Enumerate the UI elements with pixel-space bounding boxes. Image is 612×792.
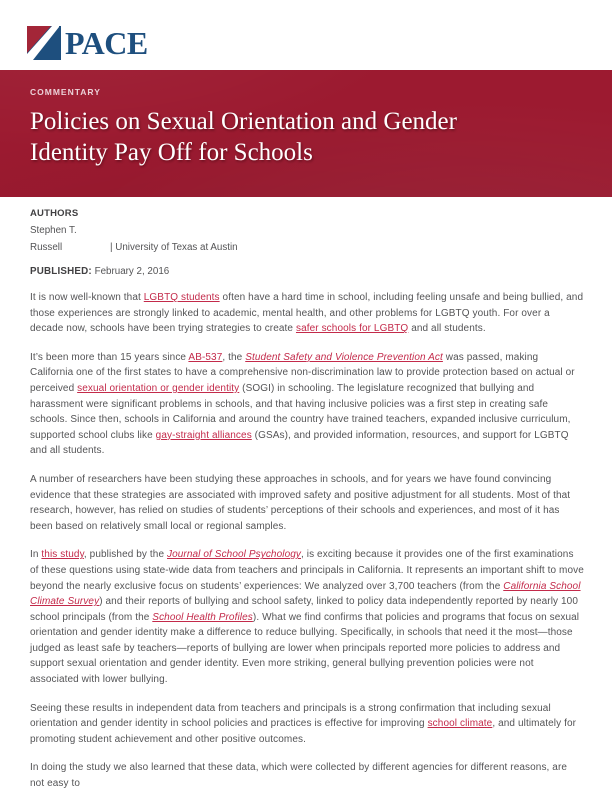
paragraph	[30, 701, 584, 748]
text-run: A number of researchers have been studying these approaches in schools, and for years we have found convincing evidence that these strategies are associated with improved safety and positive adjustment for all students. Most of that research, however, has relied on studies of students’ perceptions of their schools and experiences, and most of it has been based on relatively small local or regional samples.	[30, 473, 571, 532]
pace-logo-icon	[27, 26, 61, 60]
pace-logo-wordmark: PACE	[65, 25, 148, 61]
text-run: , is exciting because it provides one of the first examinations of these questions using state-wide data from teachers and principals in California. It represents an important shift to move beyond the nearly exclusive focus on students’ experiences: We analyzed over 3,700 teachers (from the	[30, 549, 584, 592]
paragraph	[30, 472, 584, 534]
inline-link[interactable]: LGBTQ students	[143, 292, 220, 303]
author-name-line2: Russell	[30, 241, 63, 253]
paragraph	[30, 290, 584, 337]
text-run: ). What we find confirms that policies and programs that focus on sexual orientation and gender identity make a difference to reduce bullying. Specifically, in schools that need it the most—those judged as least safe by teachers—reports of bullying are lower when principals reported more policies to address and support sexual orientation and gender identity. Even more striking, general bullying prevention policies were not associated with lower bullying.	[30, 611, 580, 686]
inline-link[interactable]: sexual orientation or gender identity	[77, 382, 240, 394]
paragraph	[30, 547, 584, 687]
author-row	[30, 223, 584, 256]
author-name	[30, 223, 110, 256]
page-header	[0, 0, 612, 70]
inline-link[interactable]: Student Safety and Violence Prevention Act	[245, 351, 443, 363]
inline-link[interactable]: Journal of School Psychology	[167, 549, 301, 561]
authors-block	[30, 208, 584, 256]
pace-logo	[27, 26, 148, 60]
text-run: In doing the study we also learned that these data, which were collected by different agencies for different reasons, are not easy to	[30, 762, 568, 790]
text-run: and all students.	[408, 323, 486, 335]
text-run: (GSAs), and provided information, resources, and support for LGBTQ and all students.	[30, 429, 569, 457]
inline-link[interactable]: gay-straight alliances	[155, 429, 252, 441]
article-content	[0, 197, 612, 792]
published-row	[30, 266, 584, 277]
inline-link[interactable]: this study	[41, 549, 84, 561]
inline-link[interactable]: School Health Profiles	[152, 611, 253, 623]
commentary-kicker: COMMENTARY	[30, 87, 101, 97]
inline-link[interactable]: school climate	[427, 718, 493, 730]
article-body	[30, 290, 584, 792]
text-run: , published by the	[83, 549, 167, 561]
text-run: was passed, making California one of the first states to have a comprehensive non-discrimination law to provide protection based on actual or perceived	[30, 351, 575, 394]
paragraph	[30, 350, 584, 459]
inline-link[interactable]: AB-537	[188, 351, 223, 363]
text-run: It is now well-known that	[30, 292, 144, 303]
published-date: February 2, 2016	[94, 266, 170, 277]
text-run: , the	[222, 351, 246, 363]
text-run: ) and their reports of bullying and school safety, linked to policy data independently reported by nearly 100 school principals (from the	[30, 596, 578, 623]
published-label: PUBLISHED:	[30, 266, 92, 277]
text-run: In	[30, 549, 42, 561]
text-run: often have a hard time in school, including feeling unsafe and being bullied, and those experiences are strongly linked to academic, mental health, and other problems for LGBTQ youth. For over a decade now, schools have been trying strategies to create	[30, 292, 584, 335]
authors-label: AUTHORS	[30, 208, 79, 219]
text-run: , and ultimately for promoting student achievement and other positive outcomes.	[30, 718, 577, 745]
title-banner	[0, 70, 612, 197]
text-run: It’s been more than 15 years since	[30, 351, 189, 363]
text-run: (SOGI) in schooling. The legislature recognized that bullying and harassment were significant problems in schools, and that having inclusive policies was a first step in creating safe schools. Since then, schools in California and around the country have trained teachers, expanded inclusive curriculum, supported school clubs like	[30, 382, 571, 441]
text-run: Seeing these results in independent data from teachers and principals is a strong confirmation that including sexual orientation and gender identity in school policies and practices is effective for improving	[30, 702, 551, 730]
author-affiliation: | University of Texas at Austin	[110, 241, 238, 253]
inline-link[interactable]: safer schools for LGBTQ	[295, 323, 409, 335]
paragraph	[30, 760, 584, 791]
author-name-line1: Stephen T.	[30, 225, 77, 236]
inline-link[interactable]: California School Climate Survey	[30, 580, 581, 608]
page-title: Policies on Sexual Orientation and Gender Identity Pay Off for Schools	[30, 108, 457, 166]
